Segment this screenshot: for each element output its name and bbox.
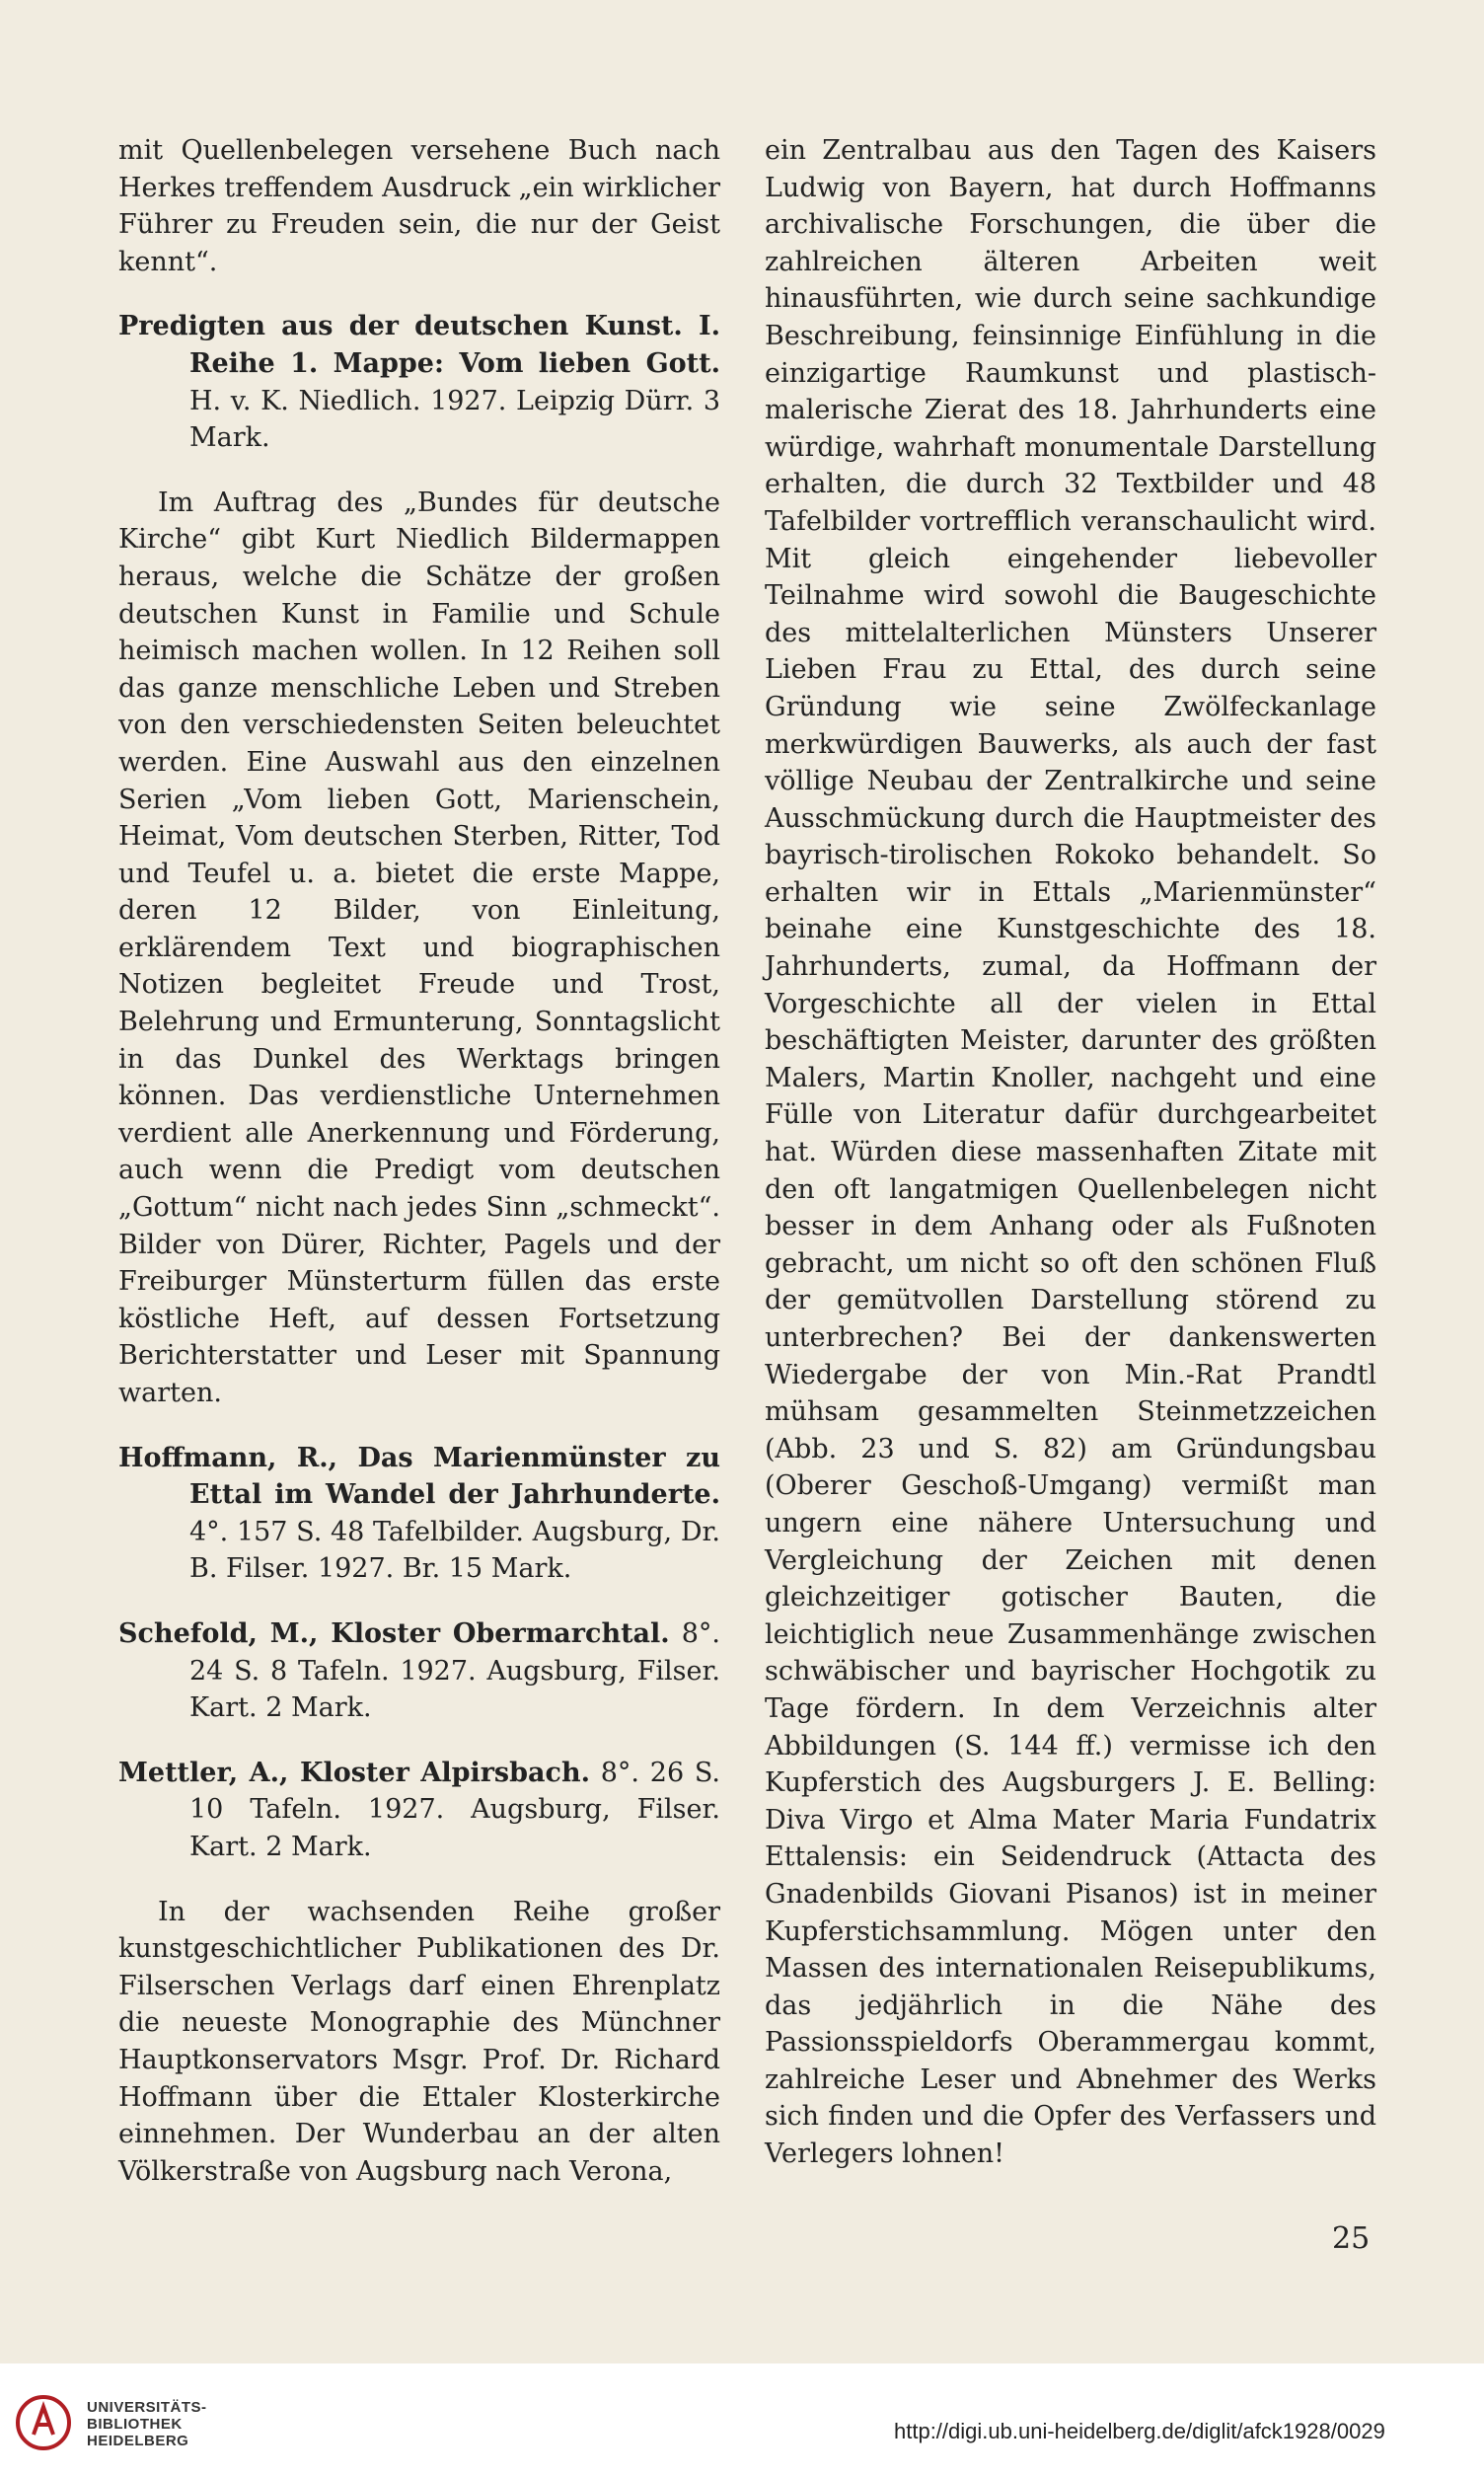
library-name-line-2: BIBLIOTHEK: [87, 2416, 183, 2433]
right-paragraph-1: ein Zentralbau aus den Tagen des Kaisers Ludwig von Bayern, hat durch Hoffmanns archivalische Forschungen, die über die zahlreichen älteren Arbeiten weit hinausführten, wie durch seine sachkundige Beschreibung, feinsinnige Einfühlung in die einzigartige Raumkunst und plastisch-malerische Zierat des 18. Jahrhunderts eine würdige, wahrhaft monumentale Darstellung erhalten, die durch 32 Textbilder und 48 Tafelbilder vortrefflich veranschaulicht wird. Mit gleich eingehender liebevoller Teilnahme wird sowohl die Baugeschichte des mittelalterlichen Münsters Unserer Lieben Frau zu Ettal, des durch seine Gründung wie seine Zwölfeckanlage merkwürdigen Bauwerks, als auch der fast völlige Neubau der Zentralkirche und seine Ausschmückung durch die Hauptmeister des bayrisch-tirolischen Rokoko behandelt. So erhalten wir in Ettals „Marienmünster“ beinahe eine Kunstgeschichte des 18. Jahrhunderts, zumal, da Hoffmann der Vorgeschichte all der vielen in Ettal beschäftigten Meister, darunter des größten Malers, Martin Knoller, nachgeht und eine Fülle von Literatur dafür durchgearbeitet hat. Würden diese massenhaften Zitate mit den oft langatmigen Quellenbelegen nicht besser in dem Anhang oder als Fußnoten gebracht, um nicht so oft den schönen Fluß der gemütvollen Darstellung störend zu unterbrechen? Bei der dankenswerten Wiedergabe der von Min.-Rat Prandtl mühsam gesammelten Steinmetzzeichen (Abb. 23 und S. 82) am Gründungsbau (Oberer Geschoß-Umgang) vermißt man ungern eine nähere Untersuchung und Vergleichung der Zeichen mit denen gleichzeitiger gotischer Bauten, die leichtiglich neue Zusammenhänge zwischen schwäbischer und bayrischer Hochgotik zu Tage fördern. In dem Verzeichnis alter Abbildungen (S. 144 ff.) vermisse ich den Kupferstich des Augsburgers J. E. Belling: Diva Virgo et Alma Mater Maria Fundatrix Ettalensis: ein Seidendruck (Attacta des Gnadenbilds Giovani Pisanos) ist in meiner Kupferstichsammlung. Mögen unter den Massen des internationalen Reisepublikums, das jedjährlich in die Nähe des Passionsspieldorfs Oberammergau kommt, zahlreiche Leser und Abnehmer des Werks sich finden und die Opfer des Verfassers und Verlegers lohnen!: [765, 135, 1376, 2170]
page-number: 25: [1332, 2221, 1371, 2256]
book-entry-title: Hoffmann, R., Das Marienmünster zu Ettal im Wandel der Jahrhunderte.: [118, 1442, 720, 1511]
book-entry-mettler: [118, 1755, 720, 1866]
book-entry-title: Predigten aus der deutschen Kunst. I. Reihe 1. Mappe: Vom lieben Gott.: [118, 311, 720, 379]
book-entry-title: Mettler, A., Kloster Alpirsbach.: [118, 1757, 590, 1788]
book-entry-details: 4°. 157 S. 48 Tafelbilder. Augsburg, Dr. B. Filser. 1927. Br. 15 Mark.: [189, 1516, 720, 1585]
left-column: [118, 132, 720, 2190]
left-paragraph-2: Im Auftrag des „Bundes für deutsche Kirche“ gibt Kurt Niedlich Bildermappen heraus, welche die Schätze der großen deutschen Kunst in Familie und Schule heimisch machen wollen. In 12 Reihen soll das ganze menschliche Leben und Streben von den verschiedensten Seiten beleuchtet werden. Eine Auswahl aus den einzelnen Serien „Vom lieben Gott, Marienschein, Heimat, Vom deutschen Sterben, Ritter, Tod und Teufel u. a. bietet die erste Mappe, deren 12 Bilder, von Einleitung, erklärendem Text und biographischen Notizen begleitet Freude und Trost, Belehrung und Ermunterung, Sonntagslicht in das Dunkel des Werktags bringen können. Das verdienstliche Unternehmen verdient alle Anerkennung und Förderung, auch wenn die Predigt vom deutschen „Gottum“ nicht nach jedes Sinn „schmeckt“. Bilder von Dürer, Richter, Pagels und der Freiburger Münsterturm füllen das erste köstliche Heft, auf dessen Fortsetzung Berichterstatter und Leser mit Spannung warten.: [118, 487, 720, 1408]
book-entry-hoffmann: [118, 1440, 720, 1588]
left-paragraph-1: mit Quellenbelegen versehene Buch nach Herkes treffendem Ausdruck „ein wirklicher Führer zu Freuden sein, die nur der Geist kennt“.: [118, 135, 720, 277]
book-entry-title: Schefold, M., Kloster Obermarchtal.: [118, 1617, 670, 1649]
book-entry-details: 8°. 26 S. 10 Tafeln. 1927. Augsburg, Filser. Kart. 2 Mark.: [189, 1757, 720, 1862]
book-entry-predigten: [118, 308, 720, 456]
library-name: [87, 2399, 207, 2449]
library-name-line-3: HEIDELBERG: [87, 2433, 189, 2449]
university-seal-icon: [14, 2393, 73, 2452]
book-entry-schefold: [118, 1615, 720, 1727]
viewer-footer: [0, 2363, 1484, 2476]
right-column: [765, 132, 1376, 2173]
library-name-line-1: UNIVERSITÄTS-: [87, 2399, 207, 2416]
permalink-url[interactable]: http://digi.ub.uni-heidelberg.de/diglit/afck1928/0029: [894, 2419, 1385, 2443]
book-entry-details: 8°. 24 S. 8 Tafeln. 1927. Augsburg, Filser. Kart. 2 Mark.: [189, 1617, 720, 1724]
book-entry-details: H. v. K. Niedlich. 1927. Leipzig Dürr. 3 Mark.: [189, 385, 720, 454]
left-paragraph-3: In der wachsenden Reihe großer kunstgeschichtlicher Publikationen des Dr. Filserschen Verlags darf einen Ehrenplatz die neueste Monographie des Münchner Hauptkonservators Msgr. Prof. Dr. Richard Hoffmann über die Ettaler Klosterkirche einnehmen. Der Wunderbau an der alten Völkerstraße von Augsburg nach Verona,: [118, 1896, 720, 2187]
